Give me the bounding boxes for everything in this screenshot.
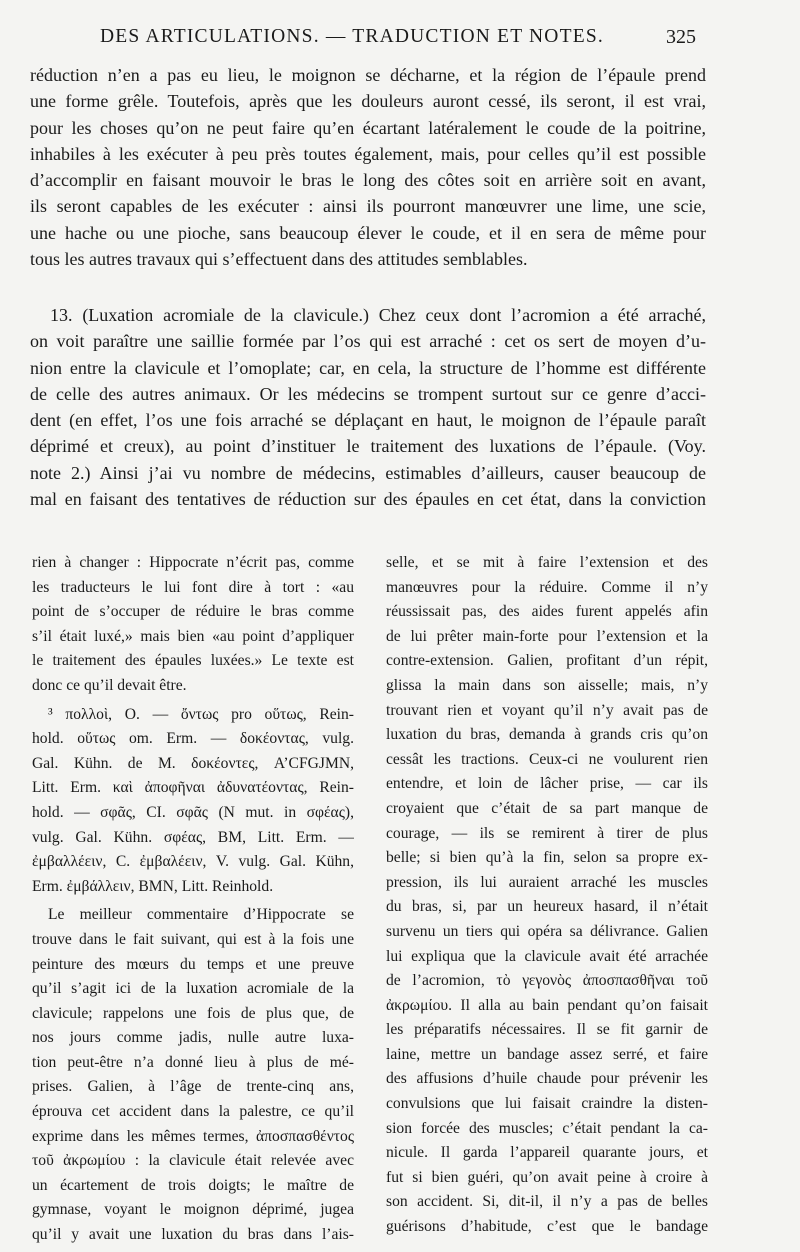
- commentary-line: Le meilleur commentaire d’Hippocrate se: [48, 906, 354, 924]
- note-line: contre-extension. Galien, profitant d’un répit,: [386, 652, 708, 670]
- note-line: ἀκρωμίου. Il alla au bain pendant qu’on faisait: [386, 996, 708, 1014]
- note-line: cessât les tractions. Ceux-ci ne voulurent rien: [386, 750, 708, 768]
- page-number: 325: [666, 26, 696, 48]
- note-line: nos jours comme jadis, nulle autre luxa-: [32, 1029, 354, 1047]
- note-line: prises. Galien, à l’âge de trente-cinq ans,: [32, 1078, 354, 1096]
- text-line: déprimé et creux), au point d’instituer le traitement des luxations de l’épaule. (Voy.: [30, 436, 706, 457]
- note-line: vulg. Gal. Kühn. σφέας, BM, Litt. Erm. —: [32, 828, 354, 846]
- text-line: une hache ou une pioche, sans beaucoup élever le coude, et il en sera de même pour: [30, 222, 706, 243]
- text-line: on voit paraître une saillie formée par l’os qui est arraché : cet os sert de moyen d’u-: [30, 331, 706, 352]
- note-line: réussissait pas, des aides furent appelés afin: [386, 603, 708, 621]
- note-line: pression, ils lui auraient arraché les muscles: [386, 873, 708, 891]
- note-line: éprouva cet accident dans la palestre, ce qu’il: [32, 1103, 354, 1121]
- text-line: une forme grêle. Toutefois, après que les douleurs auront cessé, ils seront, il est vrai,: [30, 91, 706, 112]
- note-line: donc ce qu’il devait être.: [32, 676, 187, 694]
- note-line: les préparatifs nécessaires. Il se fit garnir de: [386, 1021, 708, 1039]
- text-line: d’accomplir en faisant mouvoir le bras le long des côtes soit en arrière soit en avant,: [30, 170, 706, 191]
- text-line: dent (en effet, l’os une fois arraché se déplaçant en haut, le moignon de l’épaule paraît: [30, 410, 706, 431]
- note-line: de lui prêter main-forte pour l’extension et la: [386, 627, 708, 645]
- note-line: belle; si bien qu’à la fin, selon sa propre ex-: [386, 849, 708, 867]
- note-line: trouvant rien et voyant qu’il n’y avait pas de: [386, 701, 708, 719]
- note-line: survenu un tiers qui opéra sa délivrance. Galien: [386, 922, 708, 940]
- text-line: mal en faisant des tentatives de réduction sur des épaules en cet état, dans la conviction: [30, 489, 706, 510]
- text-line: nion entre la clavicule et l’omoplate; car, en cela, la structure de l’homme est différente: [30, 357, 706, 378]
- text-line: ils seront capables de les exécuter : ainsi ils pourront manœuvrer une lime, une scie,: [30, 196, 706, 217]
- note-line: gymnase, voyant le moignon déprimé, jugea: [32, 1201, 354, 1219]
- note-line: qu’il s’agit ici de la luxation acromiale de la: [32, 980, 354, 998]
- note-line: nicule. Il garda l’appareil quarante jours, et: [386, 1144, 708, 1162]
- note-line: guérisons d’habitude, c’est que le bandage: [386, 1218, 708, 1236]
- note-line: un écartement de trois doigts; le maître de: [32, 1176, 354, 1194]
- note-line: s’il était luxé,» mais bien «au point d’appliquer: [32, 627, 354, 645]
- text-line: de celle des autres animaux. Or les médecins se trompent surtout sur ce genre d’acci-: [30, 383, 706, 404]
- note-line: hold. — σφᾶς, CI. σφᾶς (N mut. in σφέας),: [32, 803, 354, 821]
- note-line: τοῦ ἀκρωμίου : la clavicule était relevée avec: [32, 1152, 354, 1170]
- notes-left-column: [32, 551, 354, 1248]
- note-line: du bras, si, par un heureux hasard, il n’était: [386, 898, 708, 916]
- note-line: ἐμβαλλέειν, C. ἐμβαλέειν, V. vulg. Gal. Kühn,: [32, 853, 354, 871]
- note-line: trouve dans le fait suivant, qui est à la fois une: [32, 930, 354, 948]
- text-line: tous les autres travaux qui s’effectuent dans des attitudes semblables.: [30, 249, 528, 270]
- text-line: inhabiles à les exécuter à peu près toutes également, mais, pour celles qu’il est possible: [30, 143, 706, 164]
- note-line: rien à changer : Hippocrate n’écrit pas, comme: [32, 554, 354, 571]
- note-line: entendre, et loin de lâcher prise, — car ils: [386, 775, 708, 793]
- note-line: exprime dans les mêmes termes, ἀποσπασθέντος: [32, 1127, 354, 1145]
- note-line: son accident. Si, dit-il, il n’y a pas de belles: [386, 1193, 708, 1211]
- note-line: les traducteurs le lui font dire à tort : «au: [32, 578, 354, 596]
- notes-right-column: [386, 551, 708, 1240]
- note-line: convulsions que lui faisait craindre la disten-: [386, 1095, 708, 1113]
- note-line: luxation du bras, demanda à grands cris qu’on: [386, 726, 708, 744]
- note-line: de l’acromion, τὸ γεγονὸς ἀποσπασθῆναι τοῦ: [386, 972, 708, 990]
- note-line: manœuvres pour la réduire. Comme il n’y: [386, 578, 708, 596]
- note-line: hold. οὕτως om. Erm. — δοκέοντας, vulg.: [32, 730, 354, 748]
- note-line: lui expliqua que la clavicule avait été arrachée: [386, 947, 708, 965]
- main-paragraph-1: [30, 62, 706, 272]
- running-header: [100, 26, 696, 54]
- text-line: réduction n’en a pas eu lieu, le moignon se décharne, et la région de l’épaule prend: [30, 65, 706, 85]
- note-line: glissa la main dans son aisselle; mais, n’y: [386, 676, 708, 694]
- text-line: pour les choses qu’on ne peut faire qu’en écartant latéralement le coude de la poitrine,: [30, 117, 706, 138]
- note-line: qu’il y avait une luxation du bras dans l’ais-: [32, 1226, 354, 1244]
- note-line: clavicule; rappelons une fois de plus que, de: [32, 1004, 354, 1022]
- note-line: courage, — ils se remirent à tirer de plus: [386, 824, 708, 842]
- footnote-3-line: ³ πολλοὶ, O. — ὄντως pro οὕτως, Rein-: [48, 705, 354, 723]
- section-13-heading-line: 13. (Luxation acromiale de la clavicule.) Chez ceux dont l’acromion a été arraché,: [50, 305, 706, 325]
- running-title: DES ARTICULATIONS. — TRADUCTION ET NOTES.: [100, 26, 604, 47]
- note-line: le traitement des épaules luxées.» Le texte est: [32, 652, 354, 670]
- note-line: laine, mettre un bandage assez serré, et faire: [386, 1045, 708, 1063]
- note-line: sion forcée des muscles; c’était pendant la ca-: [386, 1119, 708, 1137]
- note-line: fut si bien guéri, qu’on avait peine à croire à: [386, 1168, 708, 1186]
- note-line: Litt. Erm. καὶ ἀποφῆναι ἀδυνατέοντας, Rein-: [32, 779, 354, 797]
- main-paragraph-2: [30, 302, 706, 512]
- note-line: peinture des mœurs du temps et une preuve: [32, 955, 354, 973]
- note-line: croyaient que c’était de sa part manque de: [386, 799, 708, 817]
- note-line: selle, et se mit à faire l’extension et des: [386, 554, 708, 571]
- note-line: des affusions d’huile chaude pour prévenir les: [386, 1070, 708, 1088]
- note-line: tion peut-être n’a donné lieu à plus de mé-: [32, 1053, 354, 1071]
- note-line: Erm. ἐμβάλλειν, BMN, Litt. Reinhold.: [32, 877, 274, 895]
- text-line: note 2.) Ainsi j’ai vu nombre de médecins, estimables d’ailleurs, causer beaucoup de: [30, 462, 706, 483]
- note-line: point de s’occuper de réduire le bras comme: [32, 603, 354, 621]
- note-line: Gal. Kühn. de M. δοκέοντες, A’CFGJMN,: [32, 754, 354, 772]
